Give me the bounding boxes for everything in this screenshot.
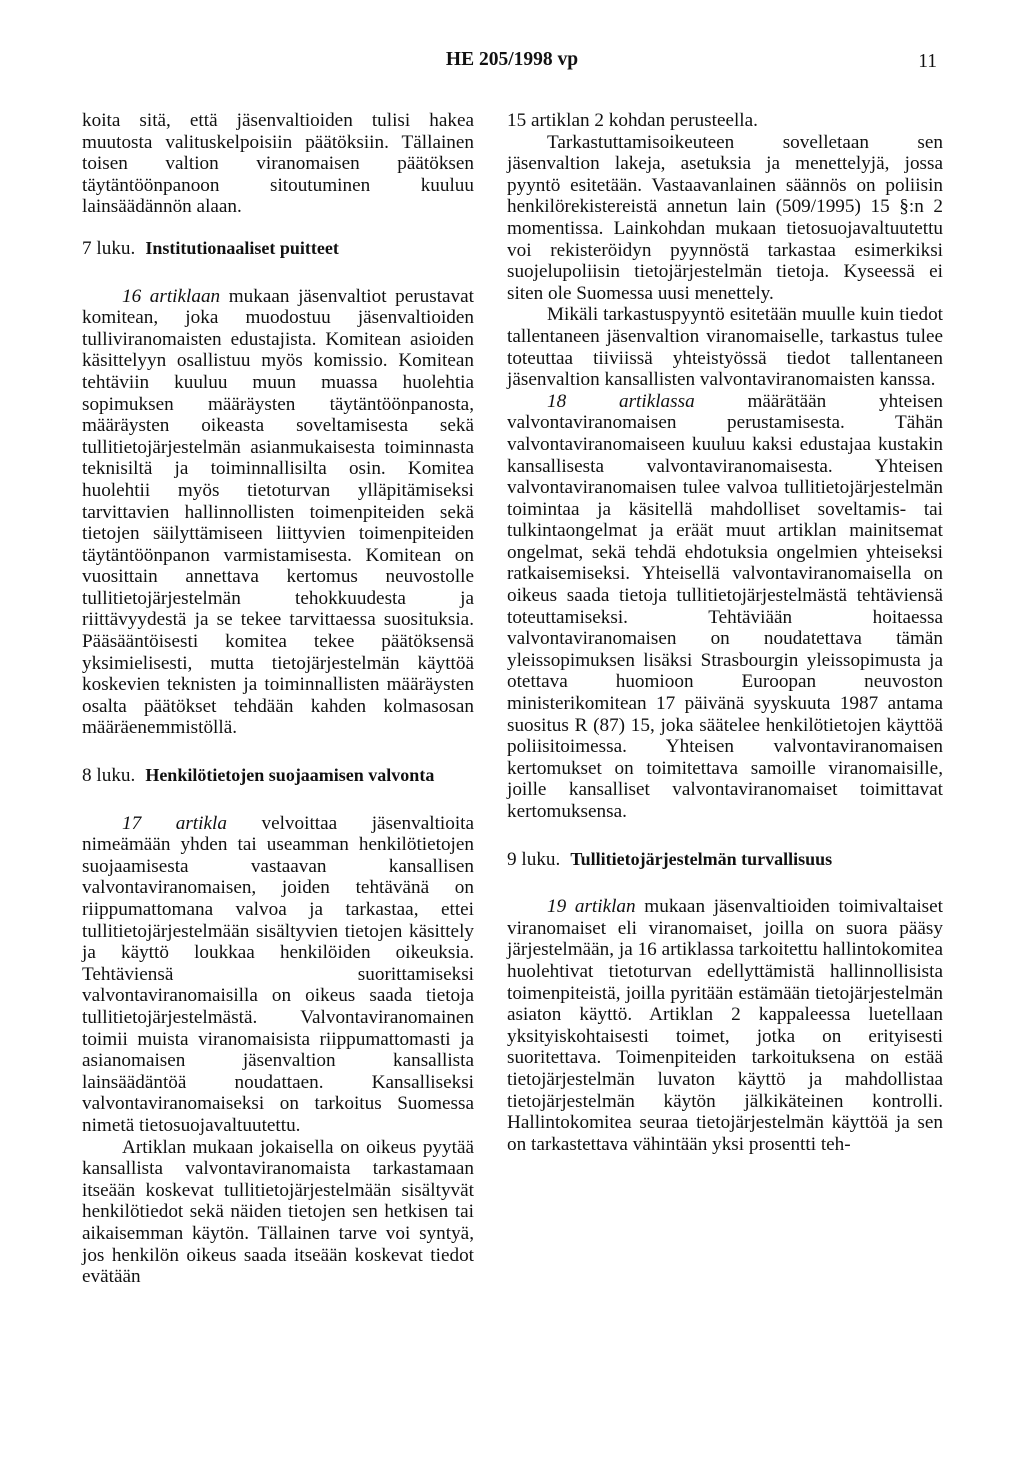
paragraph-inspection-right: Artiklan mukaan jokaisella on oikeus pyytää kansallista valvontaviranomaista tarkastamaan itseään koskevat tullitietojärjestelmään sisältyvät henkilötiedot sekä näiden tietojen sen hetkisen tai aikaisemman käytön. Tällainen tarve voi syntyä, jos henkilön oikeus saada itseään koskevat tiedot evätään [82, 1136, 474, 1288]
chapter-title: Institutionaaliset puitteet [145, 237, 339, 258]
paragraph-text: velvoittaa jäsenvaltioita nimeämään yhden tai useamman henkilötietojen suojaamisesta vastaavan kansallisen valvontaviranomaisen, joiden tehtävänä on riippumattomana valvoa ja tarkastaa, ettei tullitietojärjestelmään sisältyvien tietojen käsittely ja käyttö loukkaa henkilöiden oikeuksia. Tehtäviensä suorittamiseksi valvontaviranomaisilla on oikeus saada tietoja tullitietojärjestelmästä. Valvontaviranomainen toimii muista viranomaisista riippumattomasti ja asianomaisen jäsenvaltion kansallista lainsäädäntöä noudattaen. Kansalliseksi valvontaviranomaiseksi on tarkoitus Suomessa nimetä tietosuojavaltuutettu. [82, 812, 474, 1136]
paragraph-article-19 [507, 896, 943, 1155]
article-reference: 16 artiklaan [122, 285, 221, 307]
paragraph-text: mukaan jäsenvaltioiden toimivaltaiset viranomaiset eli viranomaiset, joilla on suora pääsy järjestelmään, ja 16 artiklassa tarkoitettu hallintokomitea huolehtivat tietoturvan edellyttämistä hallinnollisista toimenpiteistä, joilla pyritään estämään tietojärjestelmän asiaton käyttö. Artiklan 2 kappaleessa luetellaan yksityiskohtaisesti toimet, jotka on erityisesti suoritettava. Toimenpiteiden tarkoituksena on estää tietojärjestelmän luvaton käyttö ja mahdollistaa tietojärjestelmän käytön jälkikäteinen kontrolli. Hallintokomitea seuraa tietojärjestelmän käyttöä ja sen on tarkastettava vähintään yksi prosentti teh- [507, 896, 943, 1155]
right-column [507, 110, 943, 1155]
page-number: 11 [918, 51, 937, 72]
paragraph-article-18 [507, 391, 943, 823]
chapter-9-heading [507, 849, 943, 871]
document-header-title: HE 205/1998 vp [445, 49, 579, 70]
chapter-7-heading [82, 238, 474, 260]
paragraph-text: mukaan jäsenvaltiot perustavat komitean, joka muodostuu jäsenvaltioiden tulliviranomaisten edustajista. Komitean asioiden käsittelyyn osallistuu myös komissio. Komitean tehtäviin kuuluu muun muassa huolehtia sopimuksen määräysten täytäntöönpanosta, määräysten oikeasta soveltamisesta sekä tullitietojärjestelmän asianmukaisesta toiminnasta teknisiltä ja toiminnallisilta osin. Komitea huolehtii myös tietoturvan ylläpitämiseksi tarvittavien hallinnollisten toimenpiteiden sekä tietojen säilyttämiseen liittyvien toimenpiteiden täytäntöönpanon varmistamisesta. Komitean on vuosittain annettava kertomus neuvostolle tullitietojärjestelmän tehokkuudesta ja riittävyydestä ja se tekee tarvittaessa suosituksia. Pääsääntöisesti komitea tekee päätöksensä yksimielisesti, mutta tietojärjestelmän käyttöä koskevien teknisten ja toiminnallisten määräysten osalta päätökset tehdään kahden kolmasosan määräenemmistöllä. [82, 285, 474, 739]
paragraph-continuation: koita sitä, että jäsenvaltioiden tulisi hakea muutosta valituskelpoisiin päätöksiin. Tällainen toisen valtion viranomaisen päätöksen täytäntöönpanoon sitoutuminen kuuluu lainsäädännön alaan. [82, 110, 474, 218]
paragraph-article-16 [82, 286, 474, 739]
paragraph-text: määrätään yhteisen valvontaviranomaisen perustamisesta. Tähän valvontaviranomaiseen kuuluu kaksi edustajaa kustakin kansallisesta valvontaviranomaisesta. Yhteisen valvontaviranomaisen tulee valvoa tullitietojärjestelmän toimintaa ja käsitellä mahdolliset soveltamis- tai tulkintaongelmat ja eräät muut artiklan mainitsemat ongelmat, sekä tehdä ehdotuksia ongelmien yhteiseksi ratkaisemiseksi. Yhteisellä valvontaviranomaisella on oikeus saada tietoja tullitietojärjestelmästä tehtäviensä toteuttamiseksi. Tehtäviään hoitaessa valvontaviranomaisen on noudatettava tämän yleissopimuksen lisäksi Strasbourgin yleissopimusta ja otettava huomioon Euroopan neuvoston ministerikomitean 17 päivänä syyskuuta 1987 antama suositus R (87) 15, joka säätelee henkilötietojen käyttöä poliisitoimessa. Yhteisen valvontaviranomaisen kertomukset on toimitettava samoille viranomaisille, joille kansalliset valvontaviranomaiset toimittavat kertomuksensa. [507, 390, 943, 822]
paragraph-article-17 [82, 813, 474, 1137]
chapter-title: Henkilötietojen suojaamisen valvonta [145, 765, 435, 786]
article-reference: 19 artiklan [547, 896, 636, 918]
chapter-title: Tullitietojärjestelmän turvallisuus [570, 848, 833, 869]
chapter-number: 9 luku. [507, 848, 561, 870]
chapter-8-heading [82, 765, 474, 787]
paragraph-inspection-law: Tarkastuttamisoikeuteen sovelletaan sen jäsenvaltion lakeja, asetuksia ja menettelyjä, jossa pyyntö esitetään. Vastaavanlainen säännös on poliisin henkilörekistereistä annetun lain (509/1995) 15 §:n 2 momentissa. Lainkohdan mukaan tietosuojavaltuutettu voi rekisteröidyn pyynnöstä tarkastaa esimerkiksi suojelupoliisin tietojärjestelmän tietoja. Kyseessä ei siten ole Suomessa uusi menettely. [507, 131, 943, 304]
chapter-number: 7 luku. [82, 237, 136, 259]
article-reference: 18 artiklassa [547, 390, 695, 412]
article-reference: 17 artikla [122, 812, 227, 834]
left-column [82, 110, 474, 1288]
paragraph-inspection-request: Mikäli tarkastuspyyntö esitetään muulle kuin tiedot tallentaneen jäsenvaltion viranomaiselle, tarkastus tulee toteuttaa tiiviissä yhteistyössä tiedot tallentaneen jäsenvaltion kansallisten valvontaviranomaisten kanssa. [507, 304, 943, 391]
chapter-number: 8 luku. [82, 765, 136, 787]
paragraph-continuation: 15 artiklan 2 kohdan perusteella. [507, 110, 758, 131]
